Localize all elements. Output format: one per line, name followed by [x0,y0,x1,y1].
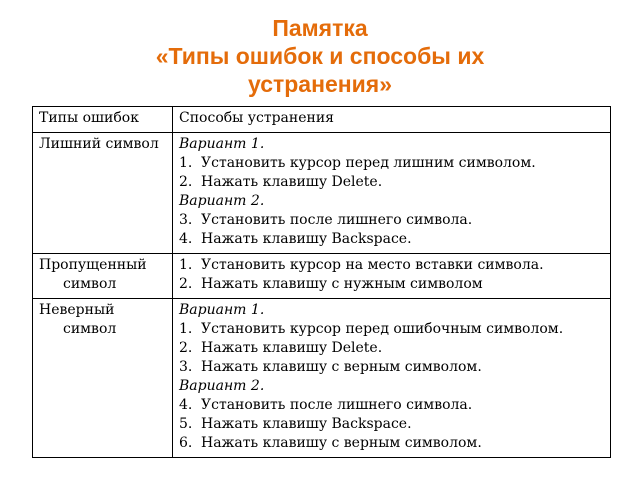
memo-title [0,14,640,98]
step-number: 5. [179,416,193,432]
list-item [179,211,606,230]
step-text: Установить после лишнего символа. [201,212,473,228]
list-item [179,230,606,249]
list-item [179,434,606,453]
list-item [179,320,606,339]
step-text: Нажать клавишу Delete. [201,340,383,356]
step-number: 1. [179,257,193,273]
error-type-cell [33,299,173,458]
step-text: Нажать клавишу с верным символом. [201,359,482,375]
step-number: 4. [179,397,193,413]
steps-list [179,154,606,192]
table-row-extra-symbol [33,133,611,254]
steps-list [179,211,606,249]
list-item [179,415,606,434]
variant-label: Вариант 1. [179,136,265,152]
title-line-2: «Типы ошибок и способы их [155,43,485,69]
list-item [179,154,606,173]
title-line-1: Памятка [272,15,368,41]
fix-methods-cell [173,254,611,299]
error-type-name: Лишний символ [39,136,159,152]
fix-methods-cell [173,133,611,254]
error-type-cell [33,254,173,299]
list-item [179,339,606,358]
errors-table [32,106,611,458]
table-row-wrong-symbol [33,299,611,458]
header-error-types: Типы ошибок [33,107,173,133]
table-row-missing-symbol [33,254,611,299]
step-text: Установить курсор перед лишним символом. [201,155,536,171]
variant-label: Вариант 2. [179,378,265,394]
step-number: 2. [179,340,193,356]
step-text: Нажать клавишу с верным символом. [201,435,482,451]
table-header-row [33,107,611,133]
step-number: 3. [179,212,193,228]
error-type-name: Пропущенный символ [39,257,147,292]
step-number: 4. [179,231,193,247]
steps-list [179,396,606,453]
step-text: Нажать клавишу Backspace. [201,416,412,432]
step-text: Установить после лишнего символа. [201,397,473,413]
error-type-name: Неверный символ [39,302,117,337]
title-line-3: устранения» [247,71,393,97]
step-number: 2. [179,276,193,292]
step-text: Установить курсор на место вставки символа. [201,257,544,273]
variant-label: Вариант 2. [179,193,265,209]
step-number: 3. [179,359,193,375]
fix-methods-cell [173,299,611,458]
step-number: 1. [179,155,193,171]
step-text: Нажать клавишу Backspace. [201,231,412,247]
steps-list [179,256,606,294]
step-number: 2. [179,174,193,190]
step-text: Нажать клавишу Delete. [201,174,383,190]
list-item [179,256,606,275]
list-item [179,275,606,294]
list-item [179,358,606,377]
error-type-cell [33,133,173,254]
header-fix-methods: Способы устранения [173,107,611,133]
step-number: 6. [179,435,193,451]
steps-list [179,320,606,377]
step-number: 1. [179,321,193,337]
step-text: Нажать клавишу с нужным символом [201,276,483,292]
variant-label: Вариант 1. [179,302,265,318]
list-item [179,396,606,415]
step-text: Установить курсор перед ошибочным символом. [201,321,564,337]
list-item [179,173,606,192]
